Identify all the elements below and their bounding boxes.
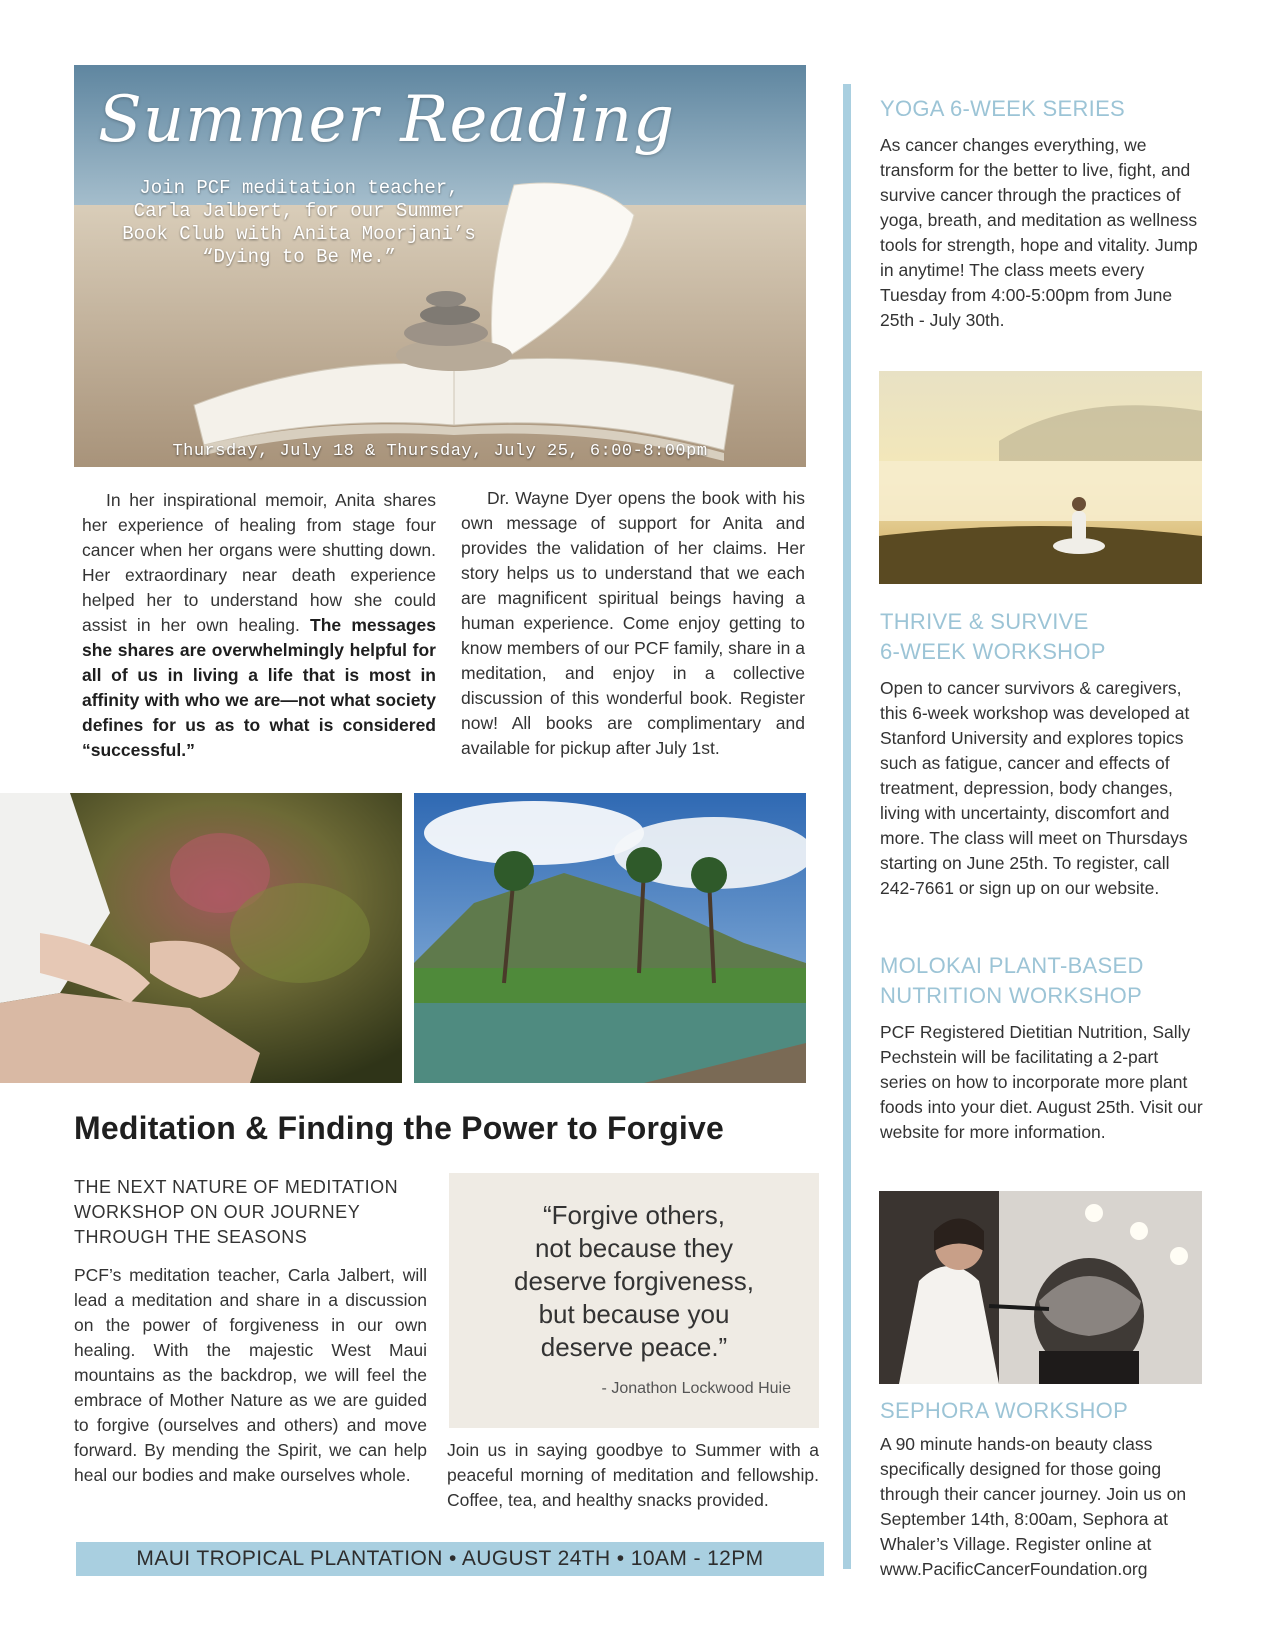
book-club-column-2: Dr. Wayne Dyer opens the book with his own message of support for Anita and provides the validation of her claims. Her story helps us to understand that we each are magnificent spiritual beings having a human experience. Come enjoy getting to know members of our PCF family, share in a meditation, and enjoy in a collective discussion of this wonderful book. Register now! All books are complimentary and available for pickup after July 1st. <box>461 488 805 758</box>
thrive-heading-line: THRIVE & SURVIVE <box>880 609 1089 634</box>
hero-subtitle-line: Book Club with Anita Moorjani’s <box>122 223 476 245</box>
yoga-heading: YOGA 6-WEEK SERIES <box>880 96 1126 121</box>
book-club-text: In her inspirational memoir, Anita shares her experience of healing from stage four cancer when her organs were shutting down. Her extraordinary near death experience helped her to understand how she could assist in her own healing. <box>82 490 436 635</box>
quote-box <box>449 1173 819 1428</box>
hero-subtitle <box>94 177 504 269</box>
hero-title: Summer Reading <box>98 83 676 157</box>
goodbye-summer-text: Join us in saying goodbye to Summer with a peaceful morning of meditation and fellowship. Coffee, tea, and healthy snacks provided. <box>447 1440 819 1510</box>
quote-text <box>449 1199 819 1364</box>
hero-subtitle-line: Carla Jalbert, for our Summer <box>133 200 465 222</box>
quote-line: deserve peace.” <box>540 1332 728 1362</box>
yoga-sunset-photo <box>879 371 1202 584</box>
sephora-heading: SEPHORA WORKSHOP <box>880 1398 1129 1423</box>
molokai-text: PCF Registered Dietitian Nutrition, Sally Pechstein will be facilitating a 2-part series on how to incorporate more plant foods into your diet. August 25th. Visit our website for more information. <box>880 1022 1203 1142</box>
book-club-highlight: The messages she shares are overwhelmingly helpful for all of us in living a life that is most in affinity with who we are—not what society defines for us as to what is considered “successful.” <box>82 615 436 760</box>
quote-line: not because they <box>534 1233 734 1263</box>
molokai-heading-line: NUTRITION WORKSHOP <box>880 983 1143 1008</box>
hero-subtitle-line: Join PCF meditation teacher, <box>139 177 459 199</box>
summer-reading-hero <box>74 65 806 467</box>
quote-line: but because you <box>538 1299 730 1329</box>
forgive-section-title: Meditation & Finding the Power to Forgive <box>74 1110 724 1146</box>
hero-date: Thursday, July 18 & Thursday, July 25, 6:00-8:00pm <box>172 442 708 461</box>
event-banner: MAUI TROPICAL PLANTATION • AUGUST 24TH • 10AM - 12PM <box>76 1542 824 1576</box>
quote-author: - Jonathon Lockwood Huie <box>601 1380 791 1397</box>
meditation-hands-photo <box>0 793 402 1083</box>
forgive-section-body: PCF’s meditation teacher, Carla Jalbert, will lead a meditation and share in a discussion on the power of forgiveness in our own healing. With the majestic West Maui mountains as the backdrop, we will feel the embrace of Mother Nature as we are guided to forgive (ourselves and others) and move forward. By mending the Spirit, we can help heal our bodies and make ourselves whole. <box>74 1265 427 1485</box>
forgive-section-subtitle: THE NEXT NATURE OF MEDITATION WORKSHOP ON OUR JOURNEY THROUGH THE SEASONS <box>74 1177 399 1247</box>
quote-line: deserve forgiveness, <box>514 1266 754 1296</box>
maui-plantation-photo <box>414 793 806 1083</box>
thrive-text: Open to cancer survivors & caregivers, this 6-week workshop was developed at Stanford University and explores topics such as fatigue, cancer and effects of treatment, depression, body changes, living with uncertainty, discomfort and more. The class will meet on Thursdays starting on June 25th. To register, call 242-7661 or sign up on our website. <box>880 678 1190 898</box>
hero-subtitle-line: “Dying to Be Me.” <box>202 246 396 268</box>
thrive-heading <box>880 607 1106 667</box>
sephora-makeup-photo <box>879 1191 1202 1384</box>
yoga-text: As cancer changes everything, we transform for the better to live, fight, and survive cancer through the practices of yoga, breath, and meditation as wellness tools for strength, hope and vitality. Jump in anytime! The class meets every Tuesday from 4:00-5:00pm from June 25th - July 30th. <box>880 135 1198 330</box>
sephora-text: A 90 minute hands-on beauty class specifically designed for those going through their cancer journey. Join us on September 14th, 8:00am, Sephora at Whaler’s Village. Register online at www.PacificCancerFoundation.org <box>880 1434 1187 1579</box>
quote-line: “Forgive others, <box>542 1200 726 1230</box>
book-club-column-1 <box>82 488 436 763</box>
thrive-heading-line: 6-WEEK WORKSHOP <box>880 639 1106 664</box>
molokai-heading-line: MOLOKAI PLANT-BASED <box>880 953 1144 978</box>
molokai-heading <box>880 951 1144 1011</box>
sidebar-divider <box>843 84 851 1569</box>
